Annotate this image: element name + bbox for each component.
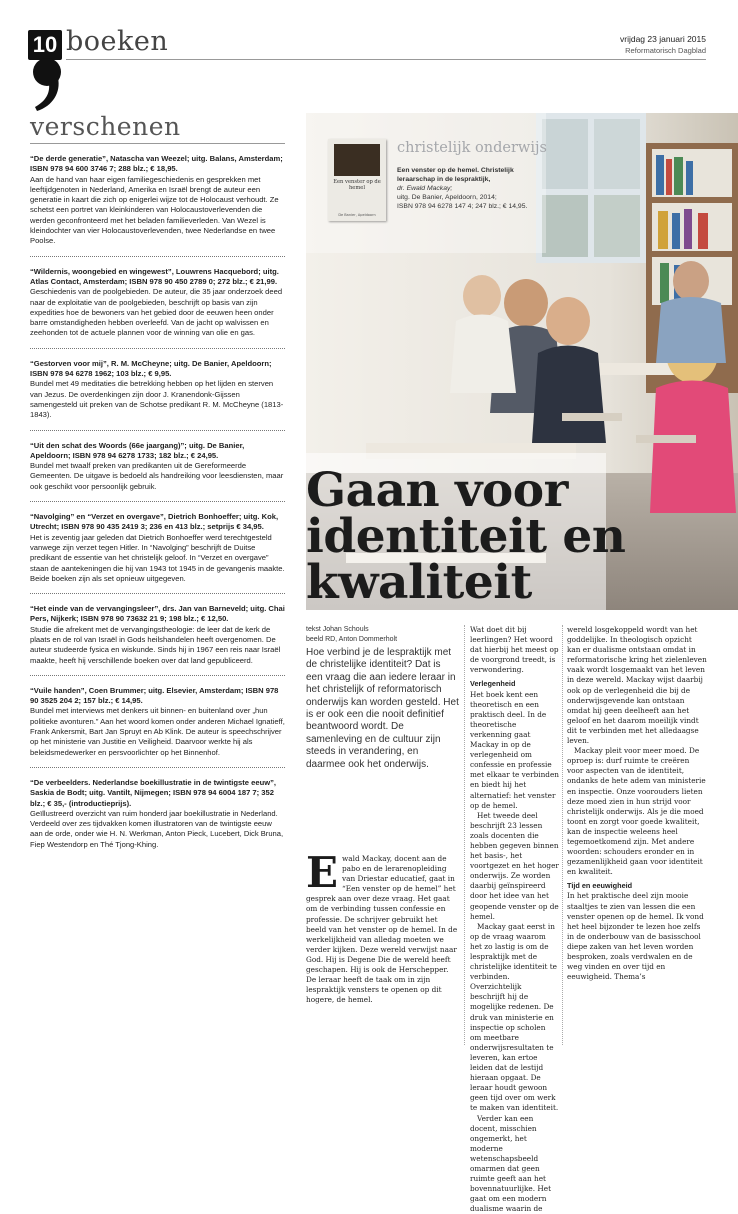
book-bibliography: “Gestorven voor mij”, R. M. McCheyne; uitg. De Banier, Apeldoorn; ISBN 978 94 6278 1962; 103 blz.; € 9,95. xyxy=(30,359,285,380)
book-bibliography: “De verbeelders. Nederlandse boekillustratie in de twintigste eeuw”, Saskia de Bodt; uitg. Vantilt, Nijmegen; ISBN 978 94 6004 187 7; 352 blz.; € 35,- (introductieprijs). xyxy=(30,778,285,809)
article-column-2 xyxy=(470,625,559,1214)
book-list xyxy=(30,154,285,850)
reviewed-book-info xyxy=(397,166,537,211)
book-description: Het is zeventig jaar geleden dat Dietrich Bonhoeffer werd terechtgesteld vanwege zijn verzet tegen Hitler. In “Navolging” beschrijft de Duitse predikant de essentie van het christelijk geloof. In “Verzet en overgave” staan de aantekeningen die hij van 1943 tot 1945 in de gevangenis maakte. Beide boeken zijn als set opnieuw uitgegeven. xyxy=(30,533,285,584)
book-entry xyxy=(30,778,285,850)
issue-date: vrijdag 23 januari 2015 xyxy=(620,34,706,45)
article-paragraph xyxy=(306,854,459,1005)
book-bibliography: “Vuile handen”, Coen Brummer; uitg. Elsevier, Amsterdam; ISBN 978 90 3525 204 2; 157 blz.; € 14,95. xyxy=(30,686,285,707)
article-paragraph: Verder kan een docent, misschien ongemerkt, het moderne wetenschapsbeeld omarmen dat geen ruimte geeft aan het bovennatuurlijke. Het gaat om een modern dualisme waarin de xyxy=(470,1114,559,1214)
reviewed-book-isbn: ISBN 978 94 6278 147 4; 247 blz.; € 14,95. xyxy=(397,202,537,211)
article-column-3 xyxy=(567,625,707,982)
book-cover xyxy=(328,139,386,221)
dotted-separator xyxy=(30,430,285,431)
book-entry xyxy=(30,441,285,492)
headline-line: Gaan voor xyxy=(306,468,625,514)
headline-line: identiteit en xyxy=(306,514,625,560)
column-divider xyxy=(464,625,465,1045)
cover-publisher: De Banier, Apeldoorn xyxy=(332,213,382,217)
page-number: 10 xyxy=(28,30,62,60)
dotted-separator xyxy=(30,675,285,676)
book-bibliography: “Wildernis, woongebied en wingewest”, Louwrens Hacquebord; uitg. Atlas Contact, Amsterdam; ISBN 978 90 450 2789 0; 272 blz.; € 21,99. xyxy=(30,267,285,288)
byline-author: tekst Johan Schouls xyxy=(306,625,397,635)
book-entry xyxy=(30,359,285,421)
drop-cap: E xyxy=(306,855,338,891)
comma-logo-icon xyxy=(31,56,63,112)
article-paragraph: Het tweede deel beschrijft 23 lessen zoals docenten die hebben gegeven binnen het basis-, het voortgezet en het hoger onderwijs. Ze worden daarbij geïnspireerd door het idee van het geopende venster op de hemel. xyxy=(470,811,559,922)
sidebar-title-rule xyxy=(30,143,285,144)
article-headline xyxy=(306,468,625,606)
column-divider xyxy=(562,625,563,1045)
newspaper-name: Reformatorisch Dagblad xyxy=(625,46,706,55)
book-description: Geïllustreerd overzicht van ruim honderd jaar boekillustratie in Nederland. Verdeeld over zes tijdvakken komen illustratoren van de twintigste eeuw aan de orde, onder wie H. N. Werkman, Anton Pieck, Lucebert, Dick Bruna, Fiep Westendorp en Thé Tjong-Khing. xyxy=(30,809,285,850)
reviewed-book-author: dr. Ewald Mackay; xyxy=(397,184,537,193)
article-paragraph: wereld losgekoppeld wordt van het goddelijke. In theologisch opzicht kan er dualisme ontstaan omdat in reformatorische kring het zielenleven vaak wordt losgemaakt van het leven in deze wereld. Mackay wijst daarbij ook op de verlegenheid die bij de onderwijsgevende kan ontstaan omdat hij geen deelheeft aan het geloof en het daarom moeilijk vindt dit te verbinden met het alledaagse leven. xyxy=(567,625,707,746)
book-description: Bundel met twaalf preken van predikanten uit de Gereformeerde Gemeenten. De uitgave is bedoeld als handreiking voor leesdiensten, maar ook geschikt voor persoonlijk gebruik. xyxy=(30,461,285,492)
book-entry xyxy=(30,512,285,584)
article-subheading: Verlegenheid xyxy=(470,679,559,689)
dotted-separator xyxy=(30,348,285,349)
book-bibliography: “De derde generatie”, Natascha van Weezel; uitg. Balans, Amsterdam; ISBN 978 94 600 3746 7; 288 blz.; € 18,95. xyxy=(30,154,285,175)
book-bibliography: “Het einde van de vervangingsleer”, drs. Jan van Barneveld; uitg. Chai Pers, Nijkerk; ISBN 978 90 73632 21 9; 198 blz.; € 12,50. xyxy=(30,604,285,625)
section-title: boeken xyxy=(66,26,168,57)
book-entry xyxy=(30,604,285,666)
article-column-1 xyxy=(306,854,459,1005)
paragraph-text: wald Mackay, docent aan de pabo en de lerarenopleiding van Driestar educatief, gaat in “Een venster op de hemel” het gesprek aan over deze vraag. Het gaat om de verbinding tussen confessie en professie. De schrijver gebruikt het beeld van het venster op de hemel. In de werkelijkheid van alledag moeten we verder kijken. Deze wereld verwijst naar God. Hij is Degene Die de wereld heeft geschapen. Hij is ook de Herschepper. De leraar heeft de taak om in zijn lespraktijk vensters te openen op dit hogere, de hemel. xyxy=(306,854,457,1004)
article-subheading: Tijd en eeuwigheid xyxy=(567,881,707,891)
byline-photographer: beeld RD, Anton Dommerholt xyxy=(306,635,397,645)
book-entry xyxy=(30,267,285,339)
article-paragraph: Mackay pleit voor meer moed. De oproep is: durf ruimte te creëren voor aspecten van de identiteit, ondanks de hete adem van ministerie en inspectie. Onze voorouders lieten deze moed zien in hun strijd voor christelijk onderwijs. Als je die moed toont en zorgt voor goede kwaliteit, kan de inspectie weleens heel tegemoetkomend zijn. Met andere woorden: schouders eronder en in gezamenlijkheid gaan voor identiteit en kwaliteit. xyxy=(567,746,707,877)
headline-line: kwaliteit xyxy=(306,560,625,606)
dotted-separator xyxy=(30,501,285,502)
article-paragraph: Het boek kent een theoretisch en een praktisch deel. In de theoretische verkenning gaat Mackay in op de verlegenheid om confessie en professie met elkaar te verbinden en biedt hij het alternatief: het venster op de hemel. xyxy=(470,690,559,811)
article-paragraph: Wat doet dit bij leerlingen? Het woord dat hierbij het meest op de voorgrond treedt, is verwondering. xyxy=(470,625,559,675)
header-rule xyxy=(66,59,706,60)
book-description: Bundel met 49 meditaties die betrekking hebben op het lijden en sterven van Jezus. De overdenkingen zijn door J. Kranendonk-Gijssen samengesteld uit preken van de Schotse predikant R. M. McCheyne (1813-1843). xyxy=(30,379,285,420)
article-lead: Hoe verbind je de lespraktijk met de christelijke identiteit? Dat is een vraag die aan iedere leraar in het christelijk of reformatorisch onderwijs kan worden gesteld. Het is er ook een die nooit definitief beantwoord wordt. De samenleving en de cultuur zijn steeds in verandering, en daarmee ook het onderwijs. xyxy=(306,647,459,771)
reviewed-book-title: Een venster op de hemel. Christelijk leraarschap in de lespraktijk, xyxy=(397,166,537,184)
sidebar-title: verschenen xyxy=(30,112,181,141)
book-entry xyxy=(30,686,285,758)
book-bibliography: “Navolging” en “Verzet en overgave”, Dietrich Bonhoeffer; uitg. Kok, Utrecht; ISBN 978 90 435 2419 3; 236 en 413 blz.; setprijs € 34,95. xyxy=(30,512,285,533)
article-paragraph: In het praktische deel zijn mooie staaltjes te zien van lessen die een venster openen op de hemel. Ik vond het heel bijzonder te lezen hoe zelfs in de onderbouw van de basisschool diepe zaken van het leven worden besproken, zoals verdwalen en de weg vinden en over tijd en eeuwigheid. Thema’s xyxy=(567,891,707,982)
book-entry xyxy=(30,154,285,247)
article-paragraph: Mackay gaat eerst in op de vraag waarom het zo lastig is om de lespraktijk met de christelijke identiteit te verbinden. Overzichtelijk beschrijft hij de mogelijke redenen. De druk van ministerie en inspectie op scholen om meetbare onderwijsresultaten te leveren, kan ertoe leiden dat de lestijd hieraan opgaat. De leraar houdt gewoon geen tijd over om werk te maken van identiteit. xyxy=(470,922,559,1114)
dotted-separator xyxy=(30,593,285,594)
article-byline xyxy=(306,625,397,644)
book-description: Bundel met interviews met denkers uit binnen- en buitenland over „hun politieke avonturen.” Aan het woord komen onder anderen Michael Ignatieff, Frank Ankersmit, Bart Jan Spruyt en Ab Klink. De auteur is speechschrijver op het ministerie van Justitie en Veiligheid. Daarvoor werkte hij als beleidsmedewerker en persvoorlichter op het Binnenhof. xyxy=(30,706,285,757)
dotted-separator xyxy=(30,256,285,257)
dotted-separator xyxy=(30,767,285,768)
book-description: Studie die afrekent met de vervangingstheologie: de leer dat de kerk de plaats en de rol van Israël in Gods heilshandelen heeft overgenomen. De auteur studeerde fysica en wiskunde. Sinds hij in 1967 een reis naar Israël maakte, heeft hij verschillende boeken over dat land gepubliceerd. xyxy=(30,625,285,666)
book-bibliography: “Uit den schat des Woords (66e jaargang)”; uitg. De Banier, Apeldoorn; ISBN 978 94 6278 1733; 182 blz.; € 24,95. xyxy=(30,441,285,462)
reviewed-book-publisher: uitg. De Banier, Apeldoorn, 2014; xyxy=(397,193,537,202)
book-description: Aan de hand van haar eigen familiegeschiedenis en gesprekken met leeftijdgenoten in Nederland, Amerika en Israël brengt de auteur een generatie in kaart die zich op enigerlei wijze tot de Holocaust verhoudt. Ze schetst een portret van kleinkinderen van Holocaustoverlevenden die werden geconfronteerd met het beladen familieverleden. Van Wezel is kleindochter van vier Holocaustoverlevenden, twee Nederlandse en twee Poolse. xyxy=(30,175,285,247)
book-description: Geschiedenis van de poolgebieden. De auteur, die 35 jaar onderzoek deed naar de exploitatie van de poolgebieden, beschrijft op basis van zijn expedities hoe de bewoners van het gebied door de eeuwen heen onder barre omstandigheden hebben overleefd. Van de jacht op walvissen en zeehonden tot de actuele plannen voor de winning van olie en gas. xyxy=(30,287,285,338)
cover-window-image xyxy=(334,144,380,176)
feature-kicker: christelijk onderwijs xyxy=(397,140,547,156)
cover-title: Een venster op de hemel xyxy=(332,179,382,191)
